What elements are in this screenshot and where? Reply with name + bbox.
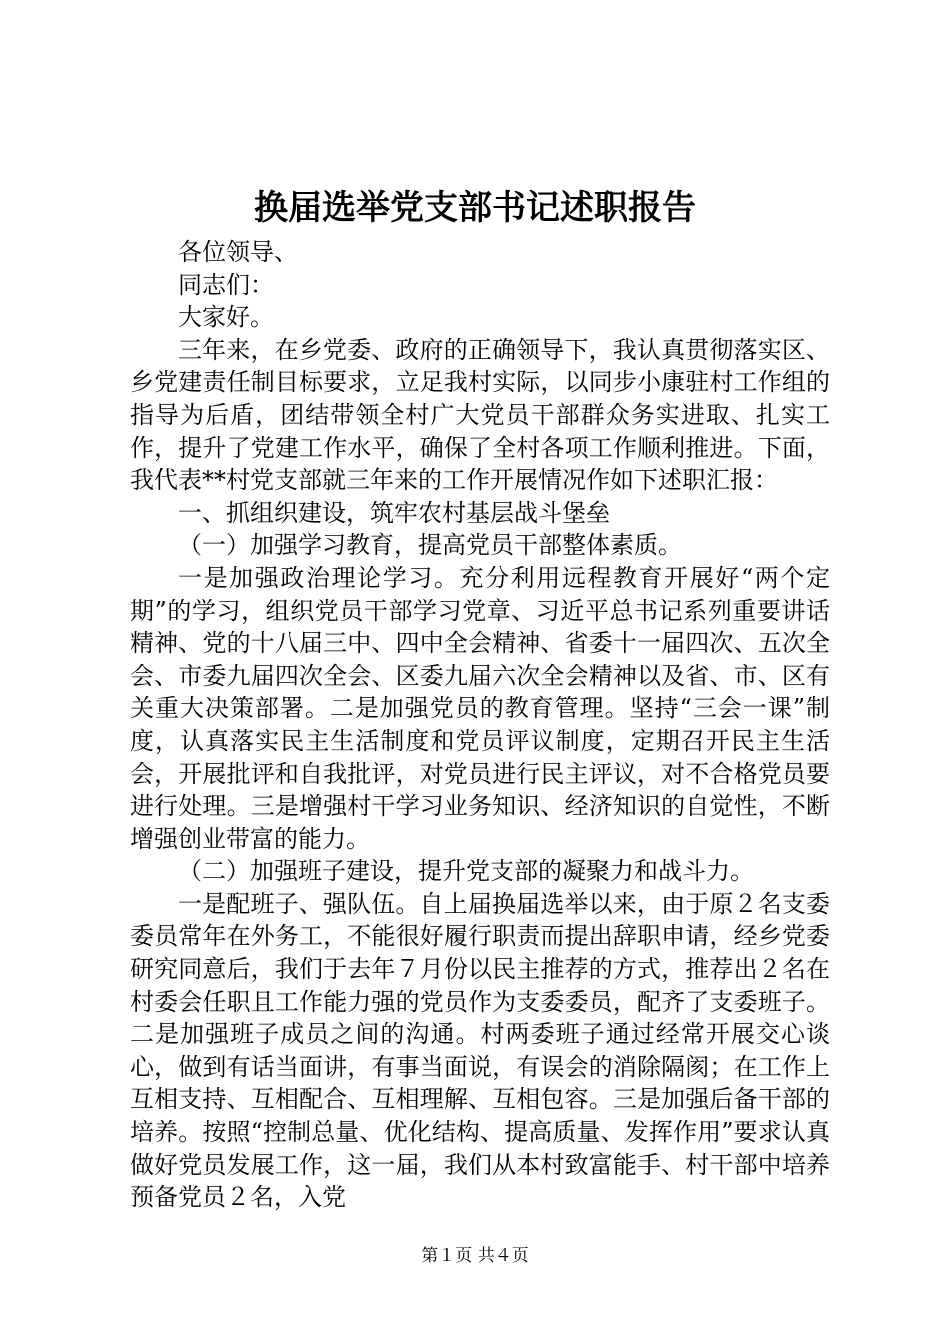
intro-paragraph: 三年来，在乡党委、政府的正确领导下，我认真贯彻落实区、乡党建责任制目标要求，立足我村实际，以同步小康驻村工作组的指导为后盾，团结带领全村广大党员干部群众务实进取、扎实工作，提升了党建工作水平，确保了全村各项工作顺利推进。下面，我代表**村党支部就三年来的工作开展情况作如下述职汇报： [130, 335, 830, 495]
greeting-hello: 大家好。 [178, 303, 274, 332]
section-heading-1: 一、抓组织建设，筑牢农村基层战斗堡垒 [178, 498, 610, 527]
page-number-footer: 第１页 共４页 [421, 1246, 529, 1266]
greeting-leaders: 各位领导、 [178, 238, 298, 266]
subsection-heading-1: （一）加强学习教育，提高党员干部整体素质。 [178, 531, 682, 560]
subsection-heading-2: （二）加强班子建设，提升党支部的凝聚力和战斗力。 [178, 857, 754, 886]
greeting-comrades: 同志们： [178, 270, 274, 299]
document-title: 换届选举党支部书记述职报告 [254, 188, 696, 228]
body-paragraph: 一是加强政治理论学习。充分利用远程教育开展好“两个定期”的学习，组织党员干部学习党章、习近平总书记系列重要讲话精神、党的十八届三中、四中全会精神、省委十一届四次、五次全会、市委九届四次全会、区委九届六次全会精神以及省、市、区有关重大决策部署。二是加强党员的教育管理。坚持“三会一课”制度，认真落实民主生活制度和党员评议制度，定期召开民主生活会，开展批评和自我批评，对党员进行民主评议，对不合格党员要进行处理。三是增强村干学习业务知识、经济知识的自觉性，不断增强创业带富的能力。 [130, 563, 830, 853]
document-body [130, 236, 830, 1214]
body-paragraph: 一是配班子、强队伍。自上届换届选举以来，由于原２名支委委员常年在外务工，不能很好履行职责而提出辞职申请，经乡党委研究同意后，我们于去年７月份以民主推荐的方式，推荐出２名在村委会任职且工作能力强的党员作为支委委员，配齐了支委班子。二是加强班子成员之间的沟通。村两委班子通过经常开展交心谈心，做到有话当面讲，有事当面说，有误会的消除隔阂；在工作上互相支持、互相配合、互相理解、互相包容。三是加强后备干部的培养。按照“控制总量、优化结构、提高质量、发挥作用”要求认真做好党员发展工作，这一届，我们从本村致富能手、村干部中培养预备党员２名，入党 [130, 889, 830, 1212]
